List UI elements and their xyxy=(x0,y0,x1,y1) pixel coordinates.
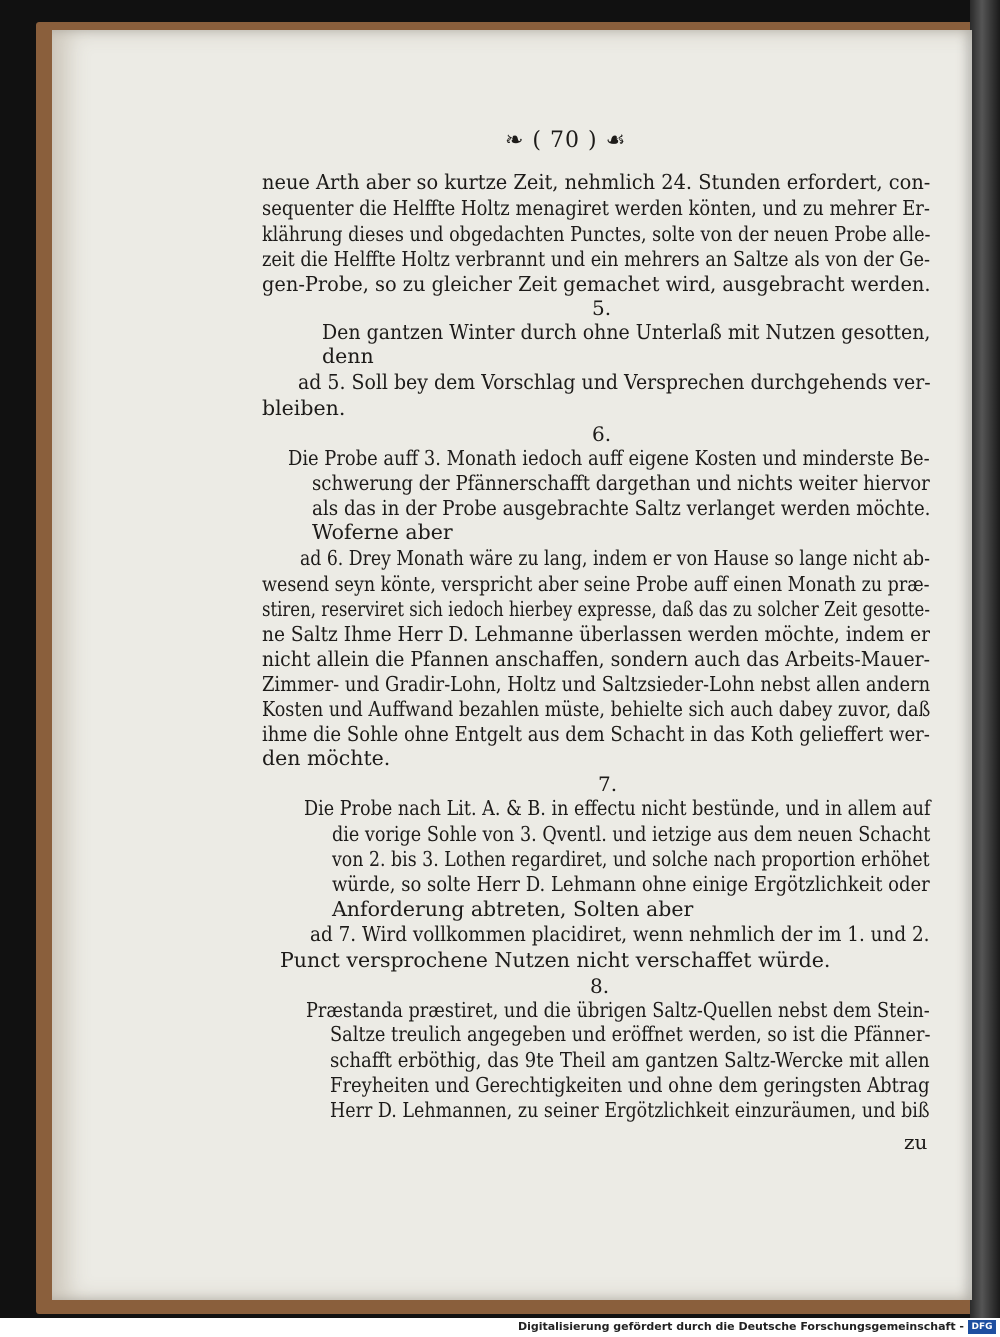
text-line: den möchte. xyxy=(262,746,391,770)
section-number: 6. xyxy=(592,422,612,446)
text-line: wesend seyn könte, verspricht aber seine Probe auff einen Monath zu præ- xyxy=(262,572,930,596)
text-line: Kosten und Auffwand bezahlen müste, behielte sich auch dabey zuvor, daß xyxy=(262,697,931,721)
text-line: Woferne aber xyxy=(312,520,453,544)
text-line: als das in der Probe ausgebrachte Saltz verlanget werden möchte. xyxy=(312,496,931,520)
text-line: denn xyxy=(322,344,374,368)
text-line: stiren, reserviret sich iedoch hierbey expresse, daß das zu solcher Zeit gesotte- xyxy=(262,597,930,621)
text-line: Den gantzen Winter durch ohne Unterlaß mit Nutzen gesotten, xyxy=(322,320,931,344)
text-line: gen-Probe, so zu gleicher Zeit gemachet wird, ausgebracht werden. xyxy=(262,272,931,296)
text-line: bleiben. xyxy=(262,396,346,420)
text-line: Punct versprochene Nutzen nicht verschaffet würde. xyxy=(280,948,831,972)
text-line: ihme die Sohle ohne Entgelt aus dem Schacht in das Koth gelieffert wer- xyxy=(262,722,930,746)
page-header: ❧ ( 70 ) ☙ xyxy=(505,128,627,153)
text-line: sequenter die Helffte Holtz menagiret werden könten, und zu mehrer Er- xyxy=(262,196,930,220)
catchword: zu xyxy=(904,1130,928,1154)
text-line: zeit die Helffte Holtz verbrannt und ein mehrers an Saltze als von der Ge- xyxy=(262,247,931,271)
text-line: schwerung der Pfännerschafft dargethan und nichts weiter hiervor xyxy=(312,471,930,495)
text-line: Die Probe auff 3. Monath iedoch auff eigene Kosten und minderste Be- xyxy=(288,446,930,470)
text-line: Præstanda præstiret, und die übrigen Saltz-Quellen nebst dem Stein- xyxy=(306,998,930,1022)
text-line: Anforderung abtreten, Solten aber xyxy=(332,897,694,921)
text-line: ad 6. Drey Monath wäre zu lang, indem er von Hause so lange nicht ab- xyxy=(300,546,930,570)
text-line: Freyheiten und Gerechtigkeiten und ohne dem geringsten Abtrag xyxy=(330,1073,930,1097)
text-line: Herr D. Lehmannen, zu seiner Ergötzlichkeit einzuräumen, und biß xyxy=(330,1098,930,1122)
section-number: 7. xyxy=(598,772,618,796)
dfg-logo: DFG xyxy=(968,1320,996,1334)
text-line: nicht allein die Pfannen anschaffen, sondern auch das Arbeits-Mauer- xyxy=(262,647,931,671)
text-line: Zimmer- und Gradir-Lohn, Holtz und Saltzsieder-Lohn nebst allen andern xyxy=(262,672,931,696)
funding-notice: Digitalisierung gefördert durch die Deutsche Forschungsgemeinschaft - xyxy=(517,1320,964,1333)
text-line: schafft erböthig, das 9te Theil am gantzen Saltz-Wercke mit allen xyxy=(330,1048,930,1072)
text-line: klährung dieses und obgedachten Punctes, solte von der neuen Probe alle- xyxy=(262,222,931,246)
text-line: ne Saltz Ihme Herr D. Lehmanne überlassen werden möchte, indem er xyxy=(262,622,930,646)
text-line: Die Probe nach Lit. A. & B. in effectu nicht bestünde, und in allem auf xyxy=(304,796,931,820)
text-line: ad 7. Wird vollkommen placidiret, wenn nehmlich der im 1. und 2. xyxy=(310,922,930,946)
text-line: würde, so solte Herr D. Lehmann ohne einige Ergötzlichkeit oder xyxy=(332,872,930,896)
text-line: Saltze treulich angegeben und eröffnet werden, so ist die Pfänner- xyxy=(330,1022,931,1046)
section-number: 5. xyxy=(592,296,612,320)
text-line: ad 5. Soll bey dem Vorschlag und Versprechen durchgehends ver- xyxy=(298,370,931,394)
text-line: von 2. bis 3. Lothen regardiret, und solche nach proportion erhöhet xyxy=(332,847,930,871)
text-line: die vorige Sohle von 3. Qventl. und ietzige aus dem neuen Schacht xyxy=(332,822,931,846)
book-spine xyxy=(970,0,1000,1318)
section-number: 8. xyxy=(590,974,610,998)
text-line: neue Arth aber so kurtze Zeit, nehmlich 24. Stunden erfordert, con- xyxy=(262,170,931,194)
